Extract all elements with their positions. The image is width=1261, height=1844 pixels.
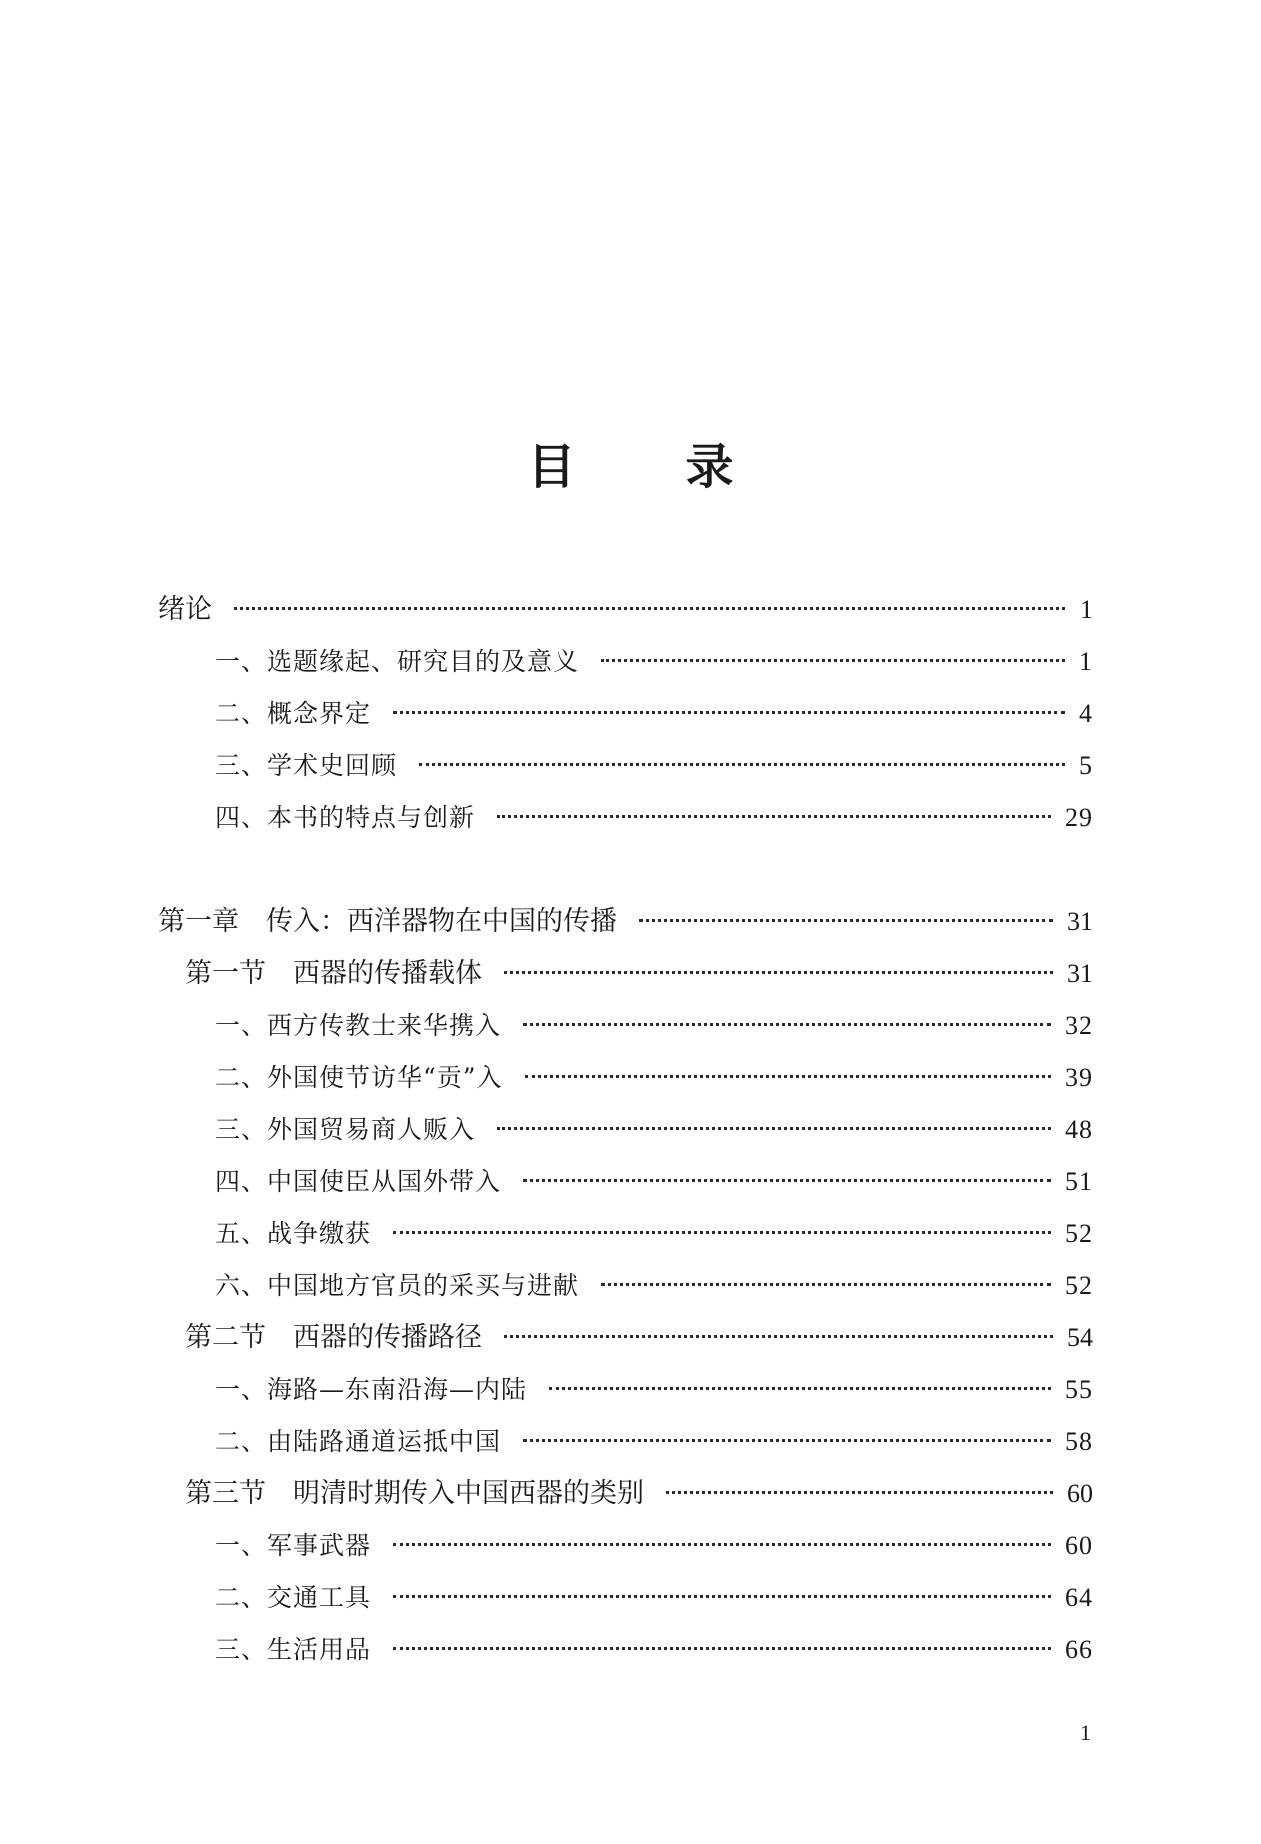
toc-entry-chapter-1[interactable] (158, 902, 1093, 942)
toc-entry-label: 二、外国使节访华“贡”入 (215, 1063, 503, 1092)
dot-leader (497, 1127, 1051, 1130)
dot-leader (393, 1231, 1051, 1234)
toc-entry[interactable] (215, 1162, 1093, 1202)
dot-leader (234, 607, 1065, 610)
toc-entry-page: 64 (1065, 1583, 1093, 1612)
dot-leader (393, 711, 1065, 714)
toc-entry-label: 第一节 西器的传播载体 (185, 958, 482, 989)
toc-entry-label: 三、外国贸易商人贩入 (215, 1115, 476, 1144)
toc-entry-page: 60 (1067, 1479, 1093, 1508)
page-number: 1 (1080, 1720, 1091, 1745)
dot-leader (523, 1439, 1051, 1442)
toc-title (0, 428, 1261, 497)
toc-entry-page: 54 (1067, 1323, 1093, 1352)
toc-entry-label: 绪论 (158, 594, 212, 625)
dot-leader (639, 919, 1053, 922)
toc-entry-label: 五、战争缴获 (215, 1219, 372, 1248)
toc-entry-page: 1 (1079, 647, 1093, 676)
toc-entry[interactable] (215, 1266, 1093, 1306)
toc-entry-label: 二、概念界定 (215, 699, 372, 728)
dot-leader (393, 1543, 1051, 1546)
dot-leader (497, 815, 1051, 818)
toc-entry-page: 66 (1065, 1635, 1093, 1664)
dot-leader (504, 1335, 1053, 1338)
toc-entry[interactable] (215, 1058, 1093, 1098)
toc-entry-page: 29 (1065, 803, 1093, 832)
toc-entry[interactable] (215, 746, 1093, 786)
dot-leader (393, 1595, 1051, 1598)
toc-entry[interactable] (215, 798, 1093, 838)
dot-leader (419, 763, 1065, 766)
toc-entry[interactable] (215, 1370, 1093, 1410)
toc-entry-section[interactable] (185, 954, 1093, 994)
toc-entry-label: 四、中国使臣从国外带入 (215, 1167, 502, 1196)
toc-entry-label: 第二节 西器的传播路径 (185, 1322, 482, 1353)
toc-entry-label: 一、海路—东南沿海—内陆 (215, 1375, 528, 1404)
dot-leader (393, 1647, 1051, 1650)
toc-entry-page: 39 (1065, 1063, 1093, 1092)
toc-entry-page: 48 (1065, 1115, 1093, 1144)
toc-entry[interactable] (215, 1006, 1093, 1046)
dot-leader (601, 659, 1065, 662)
dot-leader (601, 1283, 1051, 1286)
toc-entry-page: 31 (1067, 959, 1093, 988)
toc-entry-label: 三、学术史回顾 (215, 751, 398, 780)
toc-entry-label: 三、生活用品 (215, 1635, 372, 1664)
toc-entry-page: 60 (1065, 1531, 1093, 1560)
toc-entry[interactable] (215, 1578, 1093, 1618)
toc-entry-section[interactable] (185, 1474, 1093, 1514)
toc-title-char-1: 目 (527, 439, 576, 495)
toc-entry[interactable] (215, 1526, 1093, 1566)
toc-entry[interactable] (215, 1110, 1093, 1150)
toc-entry-page: 52 (1065, 1271, 1093, 1300)
dot-leader (666, 1491, 1053, 1494)
dot-leader (525, 1075, 1051, 1078)
toc-entry-label: 四、本书的特点与创新 (215, 803, 476, 832)
toc-entry[interactable] (215, 694, 1093, 734)
toc-entry[interactable] (215, 642, 1093, 682)
dot-leader (523, 1179, 1051, 1182)
toc-entry-label: 二、交通工具 (215, 1583, 372, 1612)
dot-leader (523, 1023, 1051, 1026)
toc-entry-page: 52 (1065, 1219, 1093, 1248)
toc-entry-label: 二、由陆路通道运抵中国 (215, 1427, 502, 1456)
toc-entry-page: 55 (1065, 1375, 1093, 1404)
toc-entry[interactable] (215, 1214, 1093, 1254)
toc-entry-label: 六、中国地方官员的采买与进献 (215, 1271, 580, 1300)
toc-entry-label: 一、西方传教士来华携入 (215, 1011, 502, 1040)
toc-entry-label: 一、选题缘起、研究目的及意义 (215, 647, 580, 676)
toc-entry-introduction[interactable] (158, 590, 1093, 630)
toc-entry-page: 1 (1080, 595, 1093, 624)
toc-entry-label: 第三节 明清时期传入中国西器的类别 (185, 1478, 644, 1509)
dot-leader (504, 971, 1053, 974)
toc-entry-section[interactable] (185, 1318, 1093, 1358)
toc-title-char-2: 录 (685, 439, 734, 495)
toc-entry-page: 51 (1065, 1167, 1093, 1196)
toc-entry[interactable] (215, 1422, 1093, 1462)
toc-entry[interactable] (215, 1630, 1093, 1670)
toc-entry-page: 58 (1065, 1427, 1093, 1456)
toc-entry-page: 32 (1065, 1011, 1093, 1040)
toc-entry-page: 4 (1079, 699, 1093, 728)
dot-leader (549, 1387, 1051, 1390)
toc-entry-label: 第一章 传入：西洋器物在中国的传播 (158, 906, 617, 937)
toc-entry-label: 一、军事武器 (215, 1531, 372, 1560)
toc-entry-page: 5 (1079, 751, 1093, 780)
toc-entry-page: 31 (1067, 907, 1093, 936)
